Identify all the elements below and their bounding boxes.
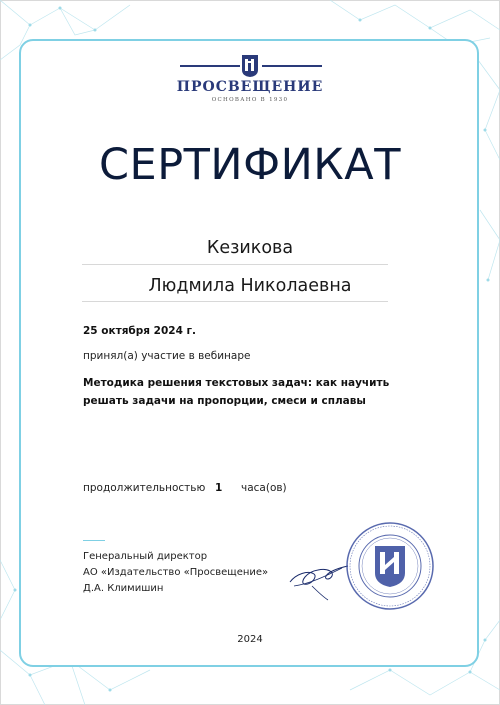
signatory-company: АО «Издательство «Просвещение» [83, 567, 269, 578]
webinar-date: 25 октября 2024 г. [83, 325, 197, 337]
signatory-accent-line [83, 540, 105, 541]
company-seal-icon [345, 521, 435, 611]
name-divider [82, 264, 388, 265]
webinar-topic: Методика решения текстовых задач: как научить решать задачи на пропорции, смеси и сплавы [83, 377, 390, 407]
publisher-founded: ОСНОВАНО В 1930 [211, 97, 289, 103]
certificate-year: 2024 [237, 634, 263, 645]
publisher-name: ПРОСВЕЩЕНИЕ [176, 79, 324, 95]
participation-text: принял(а) участие в вебинаре [83, 350, 251, 362]
duration-value: 1 [215, 482, 223, 494]
recipient-given-names: Людмила Николаевна [148, 276, 352, 296]
recipient-surname: Кезикова [206, 238, 294, 258]
duration-label: продолжительностью [83, 482, 206, 494]
publisher-logo [0, 52, 500, 103]
certificate-title: СЕРТИФИКАТ [99, 140, 401, 190]
duration-unit: часа(ов) [241, 482, 287, 494]
logo-line-right [262, 65, 322, 67]
logo-line-left [180, 65, 240, 67]
signatory-position: Генеральный директор [83, 551, 208, 562]
signatory-name: Д.А. Климишин [83, 583, 164, 594]
handwritten-signature-icon [284, 556, 354, 602]
name-divider [82, 301, 388, 302]
prosveshchenie-logo-icon [240, 52, 260, 78]
